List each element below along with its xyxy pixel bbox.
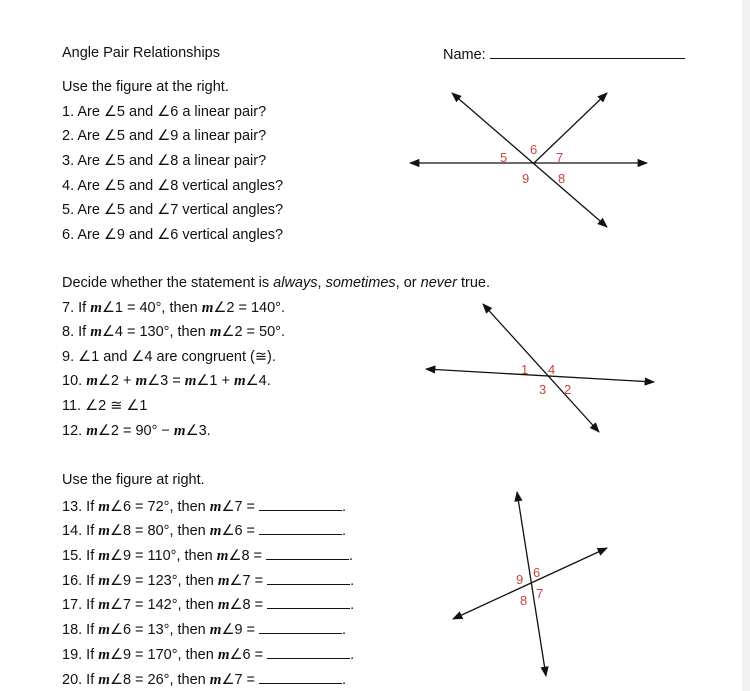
line-horizontal — [426, 369, 654, 382]
angle-label: 4 — [548, 362, 556, 377]
angle-label: 9 — [516, 572, 524, 587]
never-word: never — [420, 275, 457, 291]
question-3: 3. Are ∠5 and ∠8 a linear pair? — [62, 153, 267, 169]
intro-end: true. — [456, 275, 490, 291]
figure-2 — [426, 304, 654, 432]
question-11: 11. ∠2 ≅ ∠1 — [62, 398, 148, 414]
page-title: Angle Pair Relationships — [62, 45, 220, 61]
period: . — [350, 597, 355, 613]
angle-label: 7 — [556, 150, 564, 165]
question-text: 15. If m∠9 = 110°, then m∠8 = — [62, 548, 262, 564]
question-text: 20. If m∠8 = 26°, then m∠7 = — [62, 672, 256, 688]
period: . — [342, 622, 347, 638]
angle-label: 9 — [522, 171, 530, 186]
period: . — [342, 672, 347, 688]
figure-1 — [410, 93, 647, 227]
angle-label: 6 — [530, 142, 538, 157]
intro-text: Decide whether the statement is — [62, 275, 274, 291]
section3-intro: Use the figure at right. — [62, 472, 205, 488]
line-diagonal — [452, 93, 607, 227]
angle-label: 8 — [520, 593, 528, 608]
line-diagonal — [483, 304, 599, 432]
period: . — [342, 499, 347, 515]
question-10: 10. m∠2 + m∠3 = m∠1 + m∠4. — [62, 373, 271, 389]
question-1: 1. Are ∠5 and ∠6 a linear pair? — [62, 104, 267, 120]
question-7: 7. If m∠1 = 40°, then m∠2 = 140°. — [62, 300, 285, 316]
intro-comma: , — [317, 275, 326, 291]
section1-intro: Use the figure at the right. — [62, 79, 229, 95]
angle-label: 7 — [536, 586, 544, 601]
line-diagonal — [453, 548, 607, 619]
always-word: always — [273, 275, 318, 291]
period: . — [350, 573, 355, 589]
page-edge — [742, 0, 750, 691]
angle-label: 1 — [521, 362, 529, 377]
question-8: 8. If m∠4 = 130°, then m∠2 = 50°. — [62, 324, 285, 340]
question-9: 9. ∠1 and ∠4 are congruent (≅). — [62, 349, 276, 365]
angle-label: 8 — [558, 171, 566, 186]
angle-label: 5 — [500, 150, 508, 165]
period: . — [349, 548, 354, 564]
question-text: 17. If m∠7 = 142°, then m∠8 = — [62, 597, 264, 613]
question-5: 5. Are ∠5 and ∠7 vertical angles? — [62, 202, 284, 218]
question-2: 2. Are ∠5 and ∠9 a linear pair? — [62, 128, 267, 144]
question-text: 14. If m∠8 = 80°, then m∠6 = — [62, 523, 256, 539]
question-12: 12. m∠2 = 90° − m∠3. — [62, 423, 211, 439]
question-4: 4. Are ∠5 and ∠8 vertical angles? — [62, 178, 284, 194]
figure-3 — [453, 492, 607, 676]
angle-label: 6 — [533, 565, 541, 580]
question-text: 19. If m∠9 = 170°, then m∠6 = — [62, 647, 264, 663]
angle-label: 3 — [539, 382, 547, 397]
name-label-text: Name: — [443, 47, 486, 63]
ray — [534, 93, 607, 163]
sometimes-word: sometimes — [325, 275, 396, 291]
period: . — [342, 523, 347, 539]
angle-label: 2 — [564, 382, 572, 397]
question-text: 13. If m∠6 = 72°, then m∠7 = — [62, 499, 256, 515]
question-text: 16. If m∠9 = 123°, then m∠7 = — [62, 573, 264, 589]
question-text: 18. If m∠6 = 13°, then m∠9 = — [62, 622, 256, 638]
intro-or: , or — [395, 275, 421, 291]
period: . — [350, 647, 355, 663]
question-6: 6. Are ∠9 and ∠6 vertical angles? — [62, 227, 284, 243]
